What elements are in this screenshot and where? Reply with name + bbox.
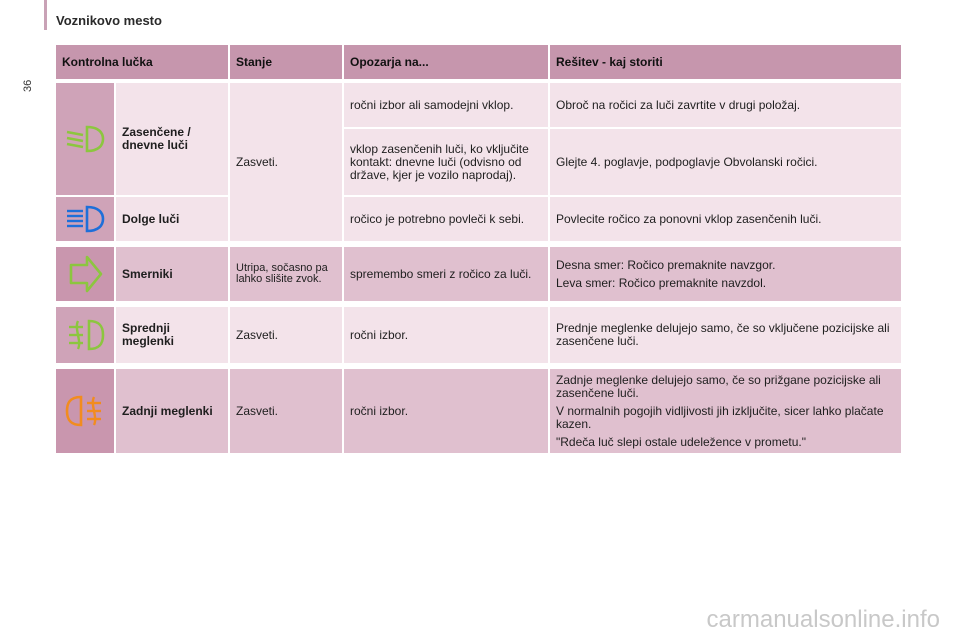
- low-high-state: Zasveti.: [230, 83, 344, 243]
- rear-fog-warning: ročni izbor.: [344, 369, 550, 455]
- front-fog-icon-cell: [56, 307, 116, 365]
- table-header-row: [56, 45, 903, 79]
- front-fog-warning: ročni izbor.: [344, 307, 550, 365]
- turn-signal-icon: [63, 254, 107, 294]
- high-beam-solution: Povlecite ročico za ponovni vklop zasenčenih luči.: [550, 197, 903, 243]
- front-fog-solution: Prednje meglenke delujejo samo, če so vključene pozicijske ali zasenčene luči.: [550, 307, 903, 365]
- table-row: [56, 307, 903, 365]
- high-beam-icon-cell: [56, 197, 116, 243]
- low-beam-name: Zasenčene / dnevne luči: [116, 83, 230, 197]
- indicators-name: Smerniki: [116, 247, 230, 303]
- rear-fog-solution-1: Zadnje meglenke delujejo samo, če so prižgane pozicijske ali zasenčene luči.: [556, 372, 881, 400]
- rear-fog-state: Zasveti.: [230, 369, 344, 455]
- low-beam-warning-1: ročni izbor ali samodejni vklop.: [344, 83, 550, 129]
- table-row: [56, 369, 903, 455]
- front-fog-name: Sprednji meglenki: [116, 307, 230, 365]
- indicators-state: Utripa, sočasno pa lahko slišite zvok.: [230, 247, 344, 303]
- indicators-warning: spremembo smeri z ročico za luči.: [344, 247, 550, 303]
- low-beam-icon-cell: [56, 83, 116, 197]
- low-beam-solution-1: Obroč na ročici za luči zavrtite v drugi položaj.: [550, 83, 903, 129]
- turn-signal-icon-cell: [56, 247, 116, 303]
- high-beam-icon: [63, 202, 107, 236]
- rear-fog-name: Zadnji meglenki: [116, 369, 230, 455]
- col-header-warning: Opozarja na...: [344, 45, 550, 79]
- section-title: Voznikovo mesto: [56, 13, 162, 28]
- sidebar-line: [44, 0, 47, 30]
- front-fog-icon: [63, 315, 107, 355]
- rear-fog-solution-3: "Rdeča luč slepi ostale udeležence v prometu.": [556, 434, 806, 449]
- rear-fog-icon-cell: [56, 369, 116, 455]
- low-beam-solution-2: Glejte 4. poglavje, podpoglavje Obvolanski ročici.: [550, 129, 903, 197]
- watermark: carmanualsonline.info: [706, 606, 940, 633]
- page-number: 36: [22, 79, 34, 92]
- rear-fog-solution-2: V normalnih pogojih vidljivosti jih izključite, sicer lahko plačate kazen.: [556, 403, 884, 431]
- high-beam-name: Dolge luči: [116, 197, 230, 243]
- indicators-solution-left: Leva smer: Ročico premaknite navzdol.: [556, 275, 767, 290]
- low-beam-icon: [63, 122, 107, 156]
- front-fog-state: Zasveti.: [230, 307, 344, 365]
- table-row: [56, 83, 903, 129]
- rear-fog-icon: [63, 391, 107, 431]
- indicators-solution-right: Desna smer: Ročico premaknite navzgor.: [556, 257, 776, 272]
- col-header-light: Kontrolna lučka: [56, 45, 230, 79]
- rear-fog-solution: [550, 369, 903, 455]
- indicators-solution: [550, 247, 903, 303]
- table-row: [56, 197, 903, 243]
- col-header-solution: Rešitev - kaj storiti: [550, 45, 903, 79]
- low-beam-warning-2: vklop zasenčenih luči, ko vključite kontakt: dnevne luči (odvisno od države, kjer je vozilo naprodaj).: [344, 129, 550, 197]
- high-beam-warning: ročico je potrebno povleči k sebi.: [344, 197, 550, 243]
- col-header-state: Stanje: [230, 45, 344, 79]
- warning-lights-table: [56, 45, 903, 455]
- table-row: [56, 247, 903, 303]
